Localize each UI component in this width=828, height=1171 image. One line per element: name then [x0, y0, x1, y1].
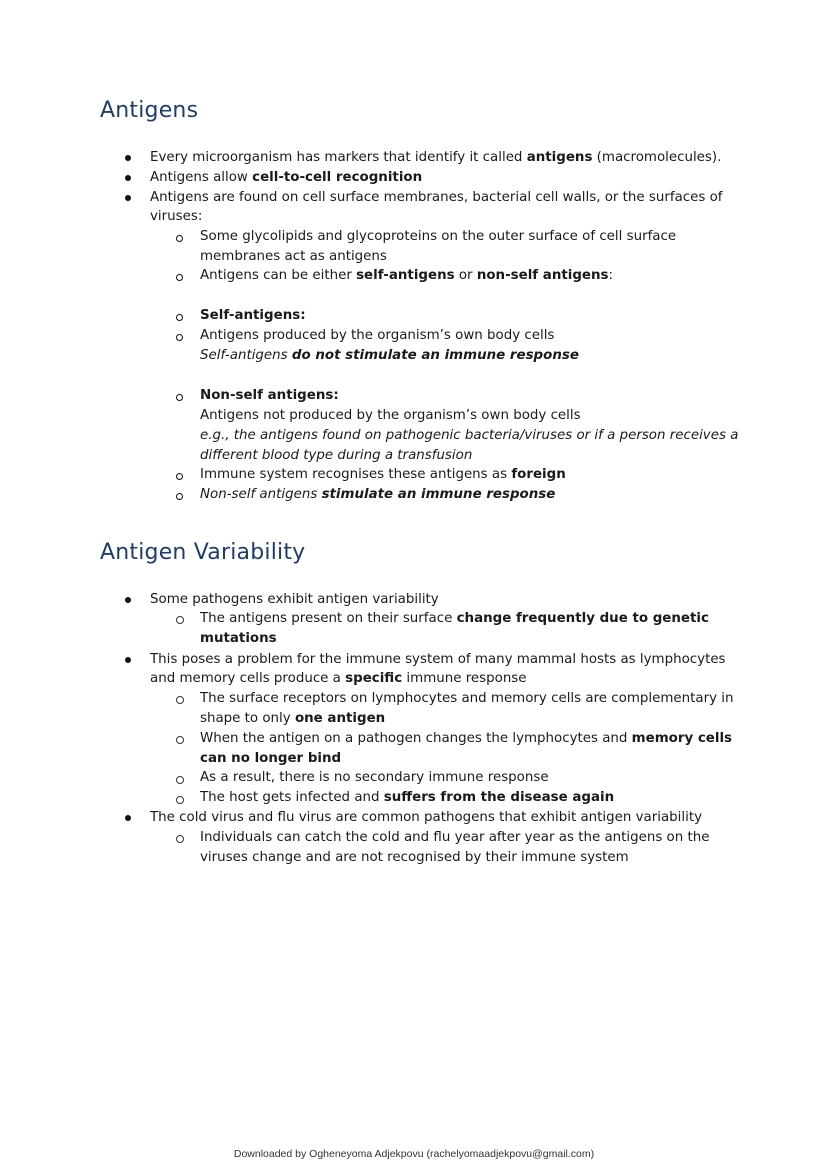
sub-bullet-glycolipids: Some glycolipids and glycoproteins on the outer surface of cell surface: [200, 229, 677, 244]
sub-bullet-ring: [176, 493, 183, 500]
sub-bullet-self-antigens-effect: Self-antigens do not stimulate an immune response: [200, 348, 579, 363]
bullet-antigen-locations-cont: viruses:: [150, 209, 203, 224]
bullet-cold-flu-virus: The cold virus and flu virus are common pathogens that exhibit antigen variability: [150, 810, 702, 825]
sub-bullet-antigen-changes-cont: can no longer bind: [200, 751, 342, 766]
bullet-dot: [125, 155, 131, 161]
bullet-dot: [125, 175, 131, 181]
bullet-cell-recognition: Antigens allow cell-to-cell recognition: [150, 170, 423, 185]
sub-bullet-no-secondary-response: As a result, there is no secondary immune response: [200, 770, 549, 785]
sub-bullet-change-frequently-cont: mutations: [200, 631, 277, 646]
bullet-dot: [125, 657, 131, 663]
sub-bullet-surface-receptors-cont: shape to only one antigen: [200, 711, 386, 726]
sub-bullet-self-antigens-def: Antigens produced by the organism’s own body cells: [200, 328, 555, 343]
bullet-immune-problem-cont: and memory cells produce a specific immune response: [150, 671, 527, 686]
bullet-immune-problem: This poses a problem for the immune system of many mammal hosts as lymphocytes: [150, 652, 726, 667]
sub-bullet-glycolipids-cont: membranes act as antigens: [200, 249, 387, 264]
bullet-dot: [125, 815, 131, 821]
sub-bullet-ring: [176, 314, 183, 321]
sub-bullet-ring: [176, 776, 184, 784]
bullet-dot: [125, 597, 131, 603]
sub-bullet-catch-cold-flu-cont: viruses change and are not recognised by their immune system: [200, 850, 629, 865]
sub-bullet-catch-cold-flu: Individuals can catch the cold and flu year after year as the antigens on the: [200, 830, 710, 845]
sub-bullet-ring: [176, 394, 183, 401]
nonself-antigens-example-cont: different blood type during a transfusion: [200, 448, 473, 463]
sub-heading-nonself-antigens: Non-self antigens:: [200, 388, 339, 403]
sub-bullet-antigen-changes: When the antigen on a pathogen changes the lymphocytes and memory cells: [200, 731, 733, 746]
bullet-pathogens-variability: Some pathogens exhibit antigen variability: [150, 592, 439, 607]
download-footer: Downloaded by Ogheneyoma Adjekpovu (rachelyomaadjekpovu@gmail.com): [233, 1148, 595, 1160]
sub-heading-self-antigens: Self-antigens:: [200, 308, 306, 323]
sub-bullet-ring: [176, 736, 184, 744]
heading-antigen-variability: Antigen Variability: [100, 540, 306, 565]
sub-bullet-ring: [176, 835, 184, 843]
sub-bullet-ring: [176, 616, 184, 624]
bullet-antigen-locations: Antigens are found on cell surface membranes, bacterial cell walls, or the surfaces of: [150, 190, 723, 205]
heading-antigens: Antigens: [100, 98, 199, 123]
sub-bullet-surface-receptors: The surface receptors on lymphocytes and memory cells are complementary in: [200, 691, 734, 706]
sub-bullet-self-or-nonself: Antigens can be either self-antigens or non-self antigens:: [200, 268, 614, 283]
sub-bullet-foreign: Immune system recognises these antigens as foreign: [200, 467, 566, 482]
sub-bullet-ring: [176, 696, 184, 704]
nonself-antigens-def: Antigens not produced by the organism’s own body cells: [200, 408, 581, 423]
sub-bullet-ring: [176, 274, 183, 281]
sub-bullet-ring: [176, 473, 183, 480]
sub-bullet-ring: [176, 796, 184, 804]
sub-bullet-ring: [176, 235, 183, 242]
sub-bullet-ring: [176, 334, 183, 341]
bullet-dot: [125, 195, 131, 201]
bullet-microorganism-markers: Every microorganism has markers that identify it called antigens (macromolecules).: [150, 150, 722, 165]
nonself-antigens-example: e.g., the antigens found on pathogenic bacteria/viruses or if a person receives a: [200, 428, 739, 443]
sub-bullet-nonself-stimulate: Non-self antigens stimulate an immune response: [200, 487, 556, 502]
sub-bullet-host-infected: The host gets infected and suffers from the disease again: [200, 790, 615, 805]
sub-bullet-change-frequently: The antigens present on their surface change frequently due to genetic: [200, 611, 709, 626]
